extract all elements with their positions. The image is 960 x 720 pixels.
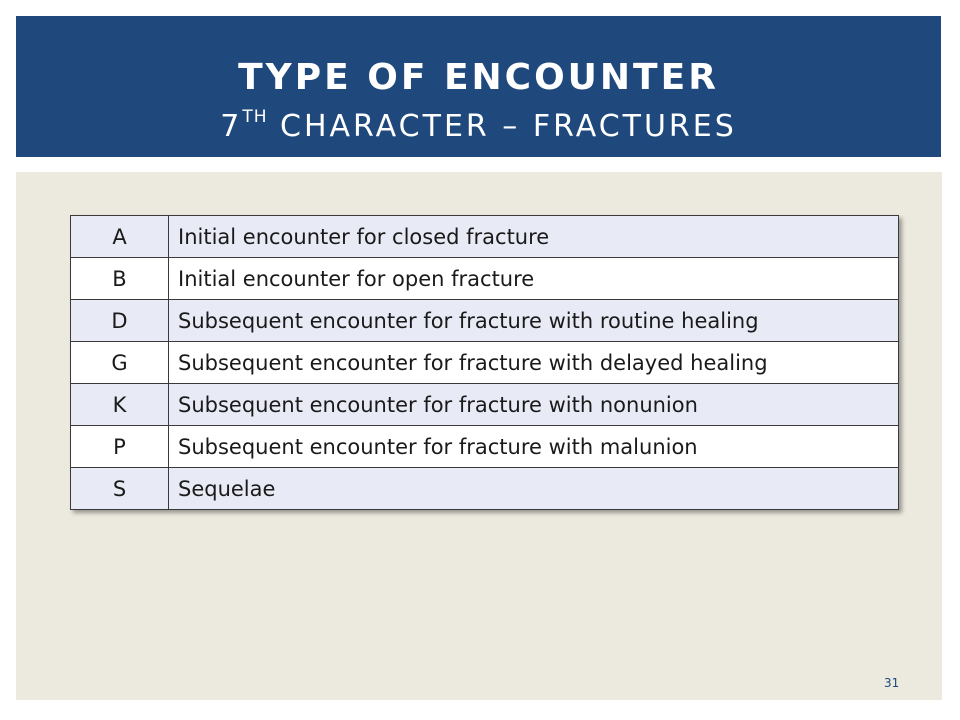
table-row: [71, 300, 899, 342]
code-cell: A: [71, 216, 169, 258]
code-cell: K: [71, 384, 169, 426]
subtitle-text: CHARACTER – FRACTURES: [267, 109, 737, 144]
description-cell: Subsequent encounter for fracture with malunion: [169, 426, 899, 468]
description-cell: Subsequent encounter for fracture with delayed healing: [169, 342, 899, 384]
table-row: [71, 342, 899, 384]
description-cell: Sequelae: [169, 468, 899, 510]
table-row: [71, 468, 899, 510]
table-row: [71, 384, 899, 426]
slide-title: TYPE OF ENCOUNTER: [238, 57, 719, 98]
code-cell: S: [71, 468, 169, 510]
table-row: [71, 258, 899, 300]
table-row: [71, 216, 899, 258]
code-cell: D: [71, 300, 169, 342]
code-cell: G: [71, 342, 169, 384]
description-cell: Subsequent encounter for fracture with routine healing: [169, 300, 899, 342]
table-row: [71, 426, 899, 468]
title-bar: [16, 16, 941, 157]
encounter-code-table: [70, 215, 899, 510]
code-cell: B: [71, 258, 169, 300]
description-cell: Subsequent encounter for fracture with nonunion: [169, 384, 899, 426]
description-cell: Initial encounter for open fracture: [169, 258, 899, 300]
subtitle-superscript: TH: [242, 107, 268, 127]
slide-subtitle: [16, 107, 941, 144]
page-number: 31: [884, 676, 900, 690]
description-cell: Initial encounter for closed fracture: [169, 216, 899, 258]
code-cell: P: [71, 426, 169, 468]
subtitle-number: 7: [220, 109, 243, 144]
